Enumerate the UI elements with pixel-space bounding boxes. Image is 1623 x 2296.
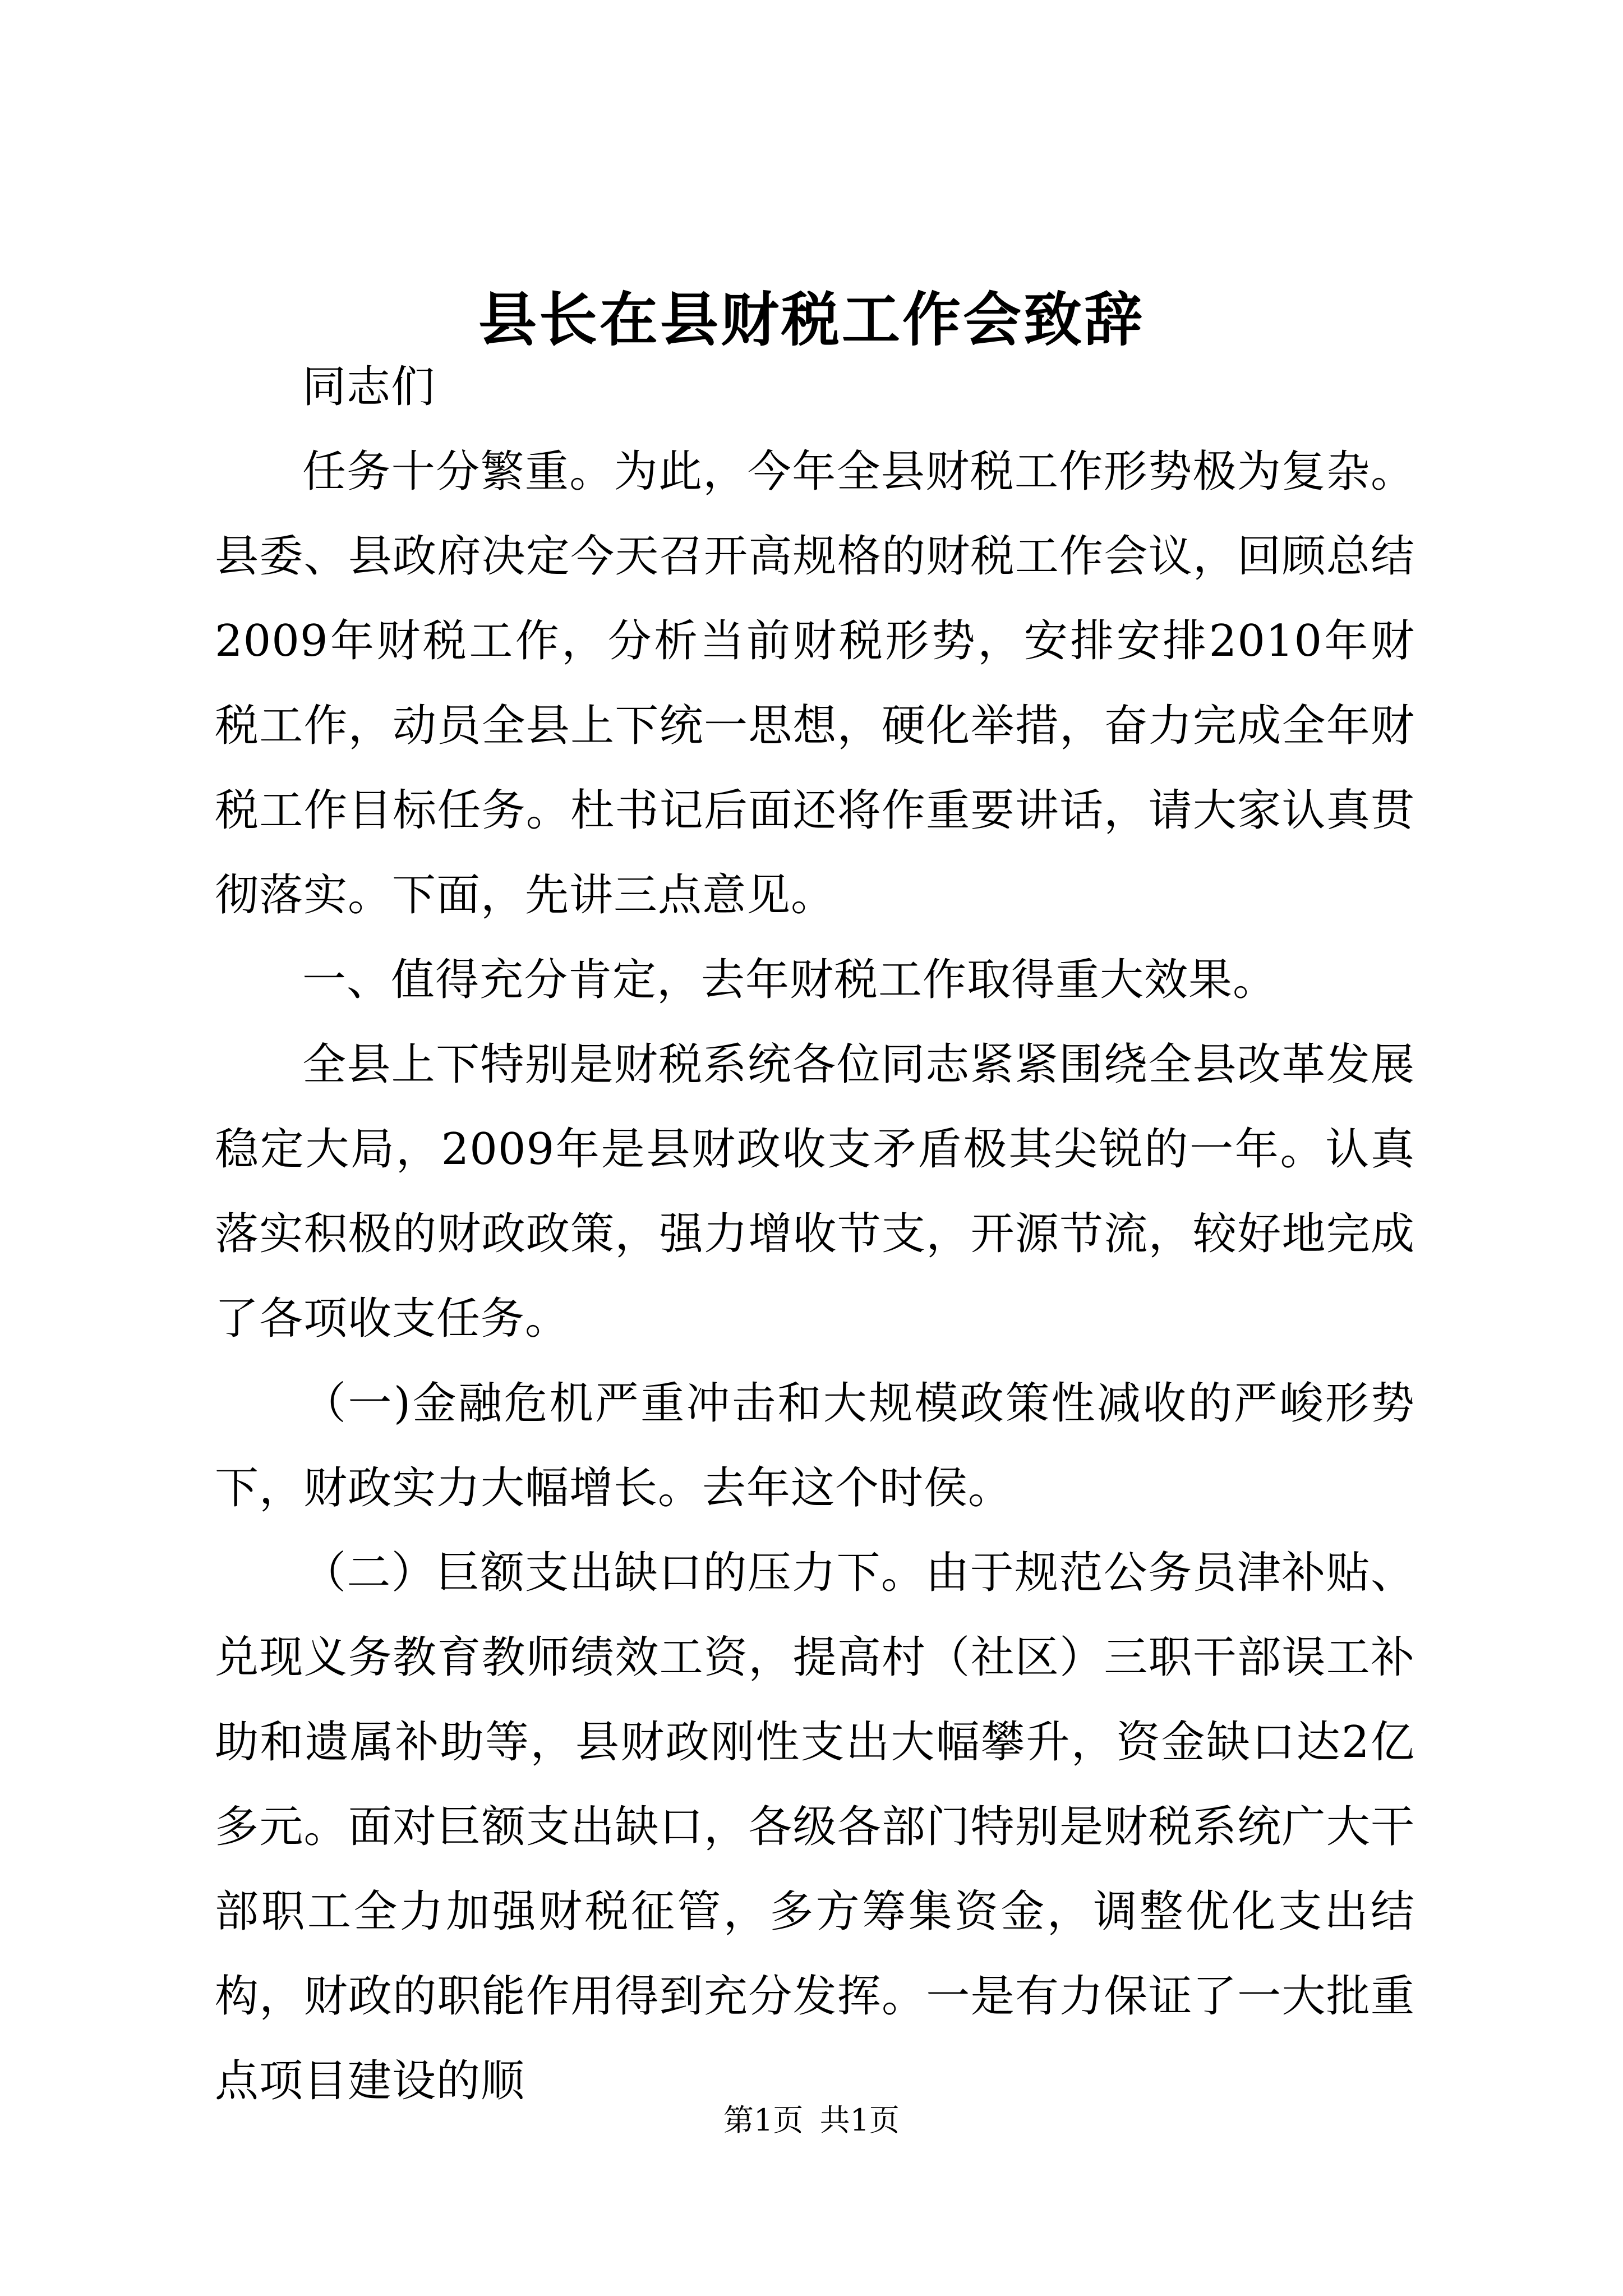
page-footer [0, 2098, 1623, 2143]
page-total: 共1页 [819, 2102, 900, 2138]
page-number: 第1页 [723, 2102, 804, 2138]
paragraph-section-heading: 一、值得充分肯定，去年财税工作取得重大效果。 [302, 955, 1278, 1005]
paragraph-point-one: （一)金融危机严重冲击和大规模政策性减收的严峻形势下，财政实力大幅增长。去年这个时侯。 [215, 1378, 1415, 1513]
paragraph-salutation: 同志们 [302, 362, 436, 412]
paragraph-intro: 任务十分繁重。为此，今年全县财税工作形势极为复杂。县委、县政府决定今天召开高规格的财税工作会议，回顾总结2009年财税工作，分析当前财税形势，安排安排2010年财税工作，动员全县上下统一思想，硬化举措，奋力完成全年财税工作目标任务。杜书记后面还将作重要讲话，请大家认真贯彻落实。下面，先讲三点意见。 [215, 447, 1415, 921]
document-title: 县长在县财税工作会致辞 [478, 285, 1145, 354]
paragraph-overview: 全县上下特别是财税系统各位同志紧紧围绕全县改革发展稳定大局，2009年是县财政收支矛盾极其尖锐的一年。认真落实积极的财政政策，强力增收节支，开源节流，较好地完成了各项收支任务。 [215, 1039, 1415, 1344]
paragraph-point-two: （二）巨额支出缺口的压力下。由于规范公务员津补贴、兑现义务教育教师绩效工资，提高村（社区）三职干部误工补助和遗属补助等，县财政刚性支出大幅攀升，资金缺口达2亿多元。面对巨额支出缺口，各级各部门特别是财税系统广大干部职工全力加强财税征管，多方筹集资金，调整优化支出结构，财政的职能作用得到充分发挥。一是有力保证了一大批重点项目建设的顺 [215, 1548, 1415, 2106]
document-body [215, 345, 1415, 2124]
